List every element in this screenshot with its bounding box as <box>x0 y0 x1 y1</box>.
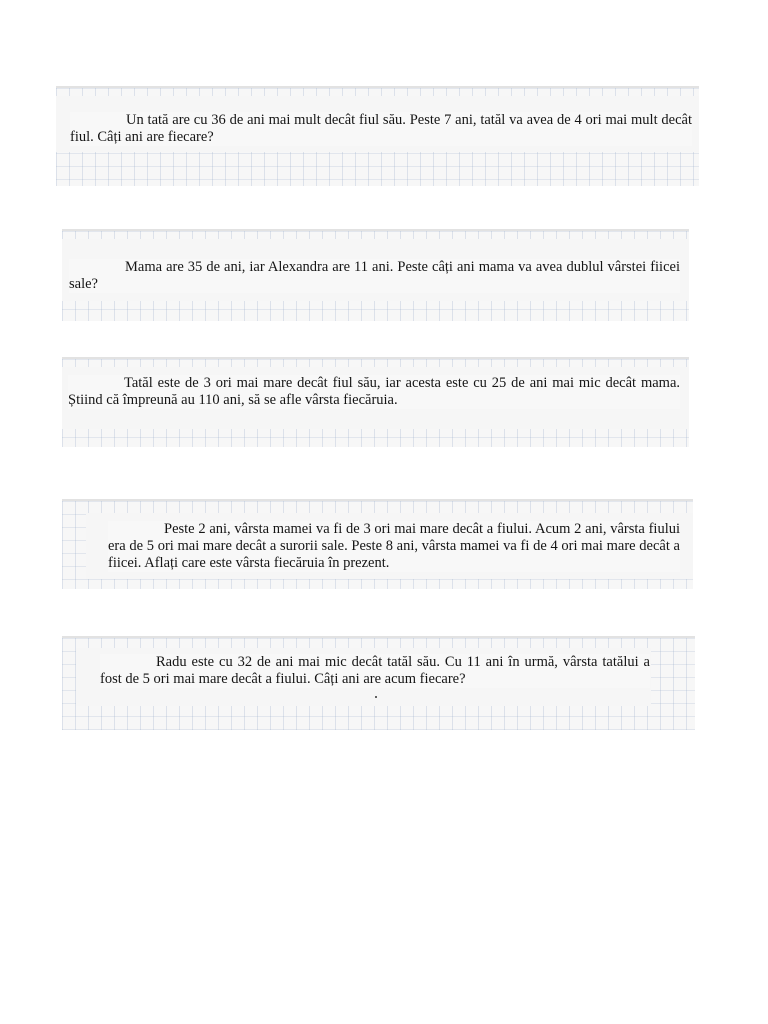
problem-text-1: Un tată are cu 36 de ani mai mult decât fiul său. Peste 7 ani, tatăl va avea de 4 ori mai mult decât fiul. Câți ani are fiecare? <box>70 112 692 145</box>
problem-text-5: Radu este cu 32 de ani mai mic decât tatăl său. Cu 11 ani în urmă, vârsta tatălui a fost de 5 ori mai mare decât a fiului. Câți ani are acum fiecare? <box>100 654 650 687</box>
problem-card-2 <box>62 229 689 321</box>
problem-card-1 <box>56 86 699 186</box>
problem-text-2: Mama are 35 de ani, iar Alexandra are 11 ani. Peste câți ani mama va avea dublul vârstei fiicei sale? <box>69 259 680 292</box>
problem-text-3: Tatăl este de 3 ori mai mare decât fiul său, iar acesta este cu 25 de ani mai mic decât mama. Știind că împreună au 110 ani, să se afle vârsta fiecăruia. <box>68 375 680 408</box>
problem-card-4 <box>62 499 693 589</box>
stray-mark <box>375 696 377 698</box>
problem-card-5 <box>62 636 695 730</box>
problem-text-4: Peste 2 ani, vârsta mamei va fi de 3 ori mai mare decât a fiului. Acum 2 ani, vârsta fiului era de 5 ori mai mare decât a surorii sale. Peste 8 ani, vârsta mamei va fi de 4 ori mai mare decât a fiicei. Aflați care este vârsta fiecăruia în prezent. <box>108 521 680 571</box>
problem-card-3 <box>62 357 689 447</box>
